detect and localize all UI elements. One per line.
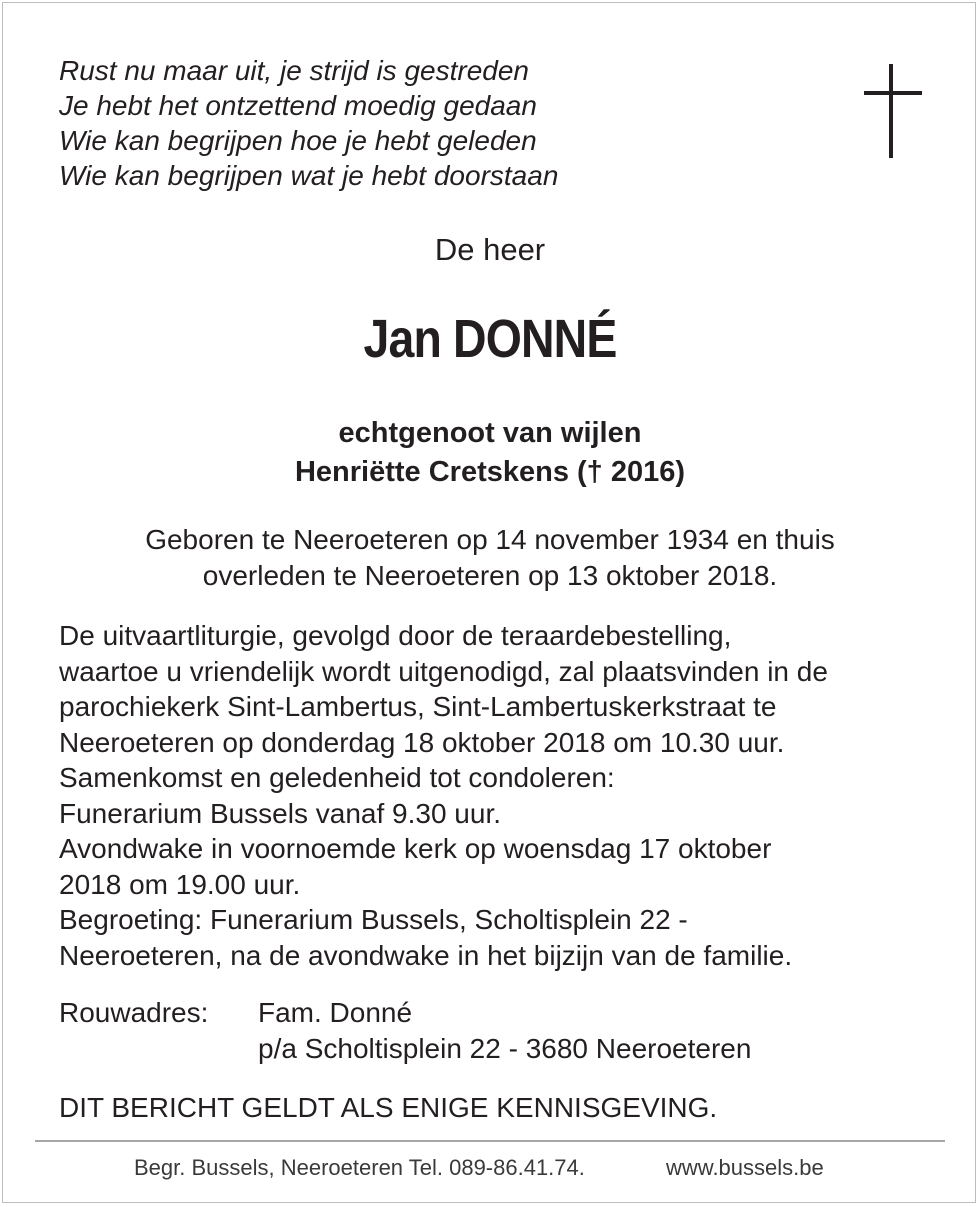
poem-line: Je hebt het ontzettend moedig gedaan (59, 90, 537, 121)
footer-divider (35, 1140, 945, 1142)
address-line: p/a Scholtisplein 22 - 3680 Neeroeteren (258, 1033, 752, 1064)
poem-line: Wie kan begrijpen hoe je hebt geleden (59, 125, 537, 156)
birth-death-info (0, 522, 980, 594)
details-line: De uitvaartliturgie, gevolgd door de teraardebestelling, (59, 620, 732, 651)
funeral-details (59, 618, 828, 973)
address-label: Rouwadres: (59, 997, 209, 1028)
details-line: Neeroeteren op donderdag 18 oktober 2018 om 10.30 uur. (59, 726, 785, 758)
cross-icon (864, 64, 922, 158)
birth-death-line: overleden te Neeroeteren op 13 oktober 2018. (202, 560, 778, 591)
salutation: De heer (434, 232, 546, 267)
details-line: parochiekerk Sint-Lambertus, Sint-Lambertuskerkstraat te (59, 691, 777, 722)
birth-death-line: Geboren te Neeroeteren op 14 november 1934 en thuis (145, 524, 835, 555)
poem-line: Rust nu maar uit, je strijd is gestreden (59, 55, 529, 86)
spouse-line: Henriëtte Cretskens († 2016) (294, 456, 686, 488)
details-line: waartoe u vriendelijk wordt uitgenodigd, zal plaatsvinden in de (59, 655, 828, 687)
details-line: Begroeting: Funerarium Bussels, Scholtisplein 22 - (59, 904, 688, 935)
details-line: Funerarium Bussels vanaf 9.30 uur. (59, 797, 502, 829)
details-line: Samenkomst en geledenheid tot condoleren: (59, 762, 615, 793)
address-lines (258, 995, 751, 1067)
address-line: Fam. Donné (258, 997, 413, 1028)
poem-line: Wie kan begrijpen wat je hebt doorstaan (59, 160, 559, 191)
details-line: 2018 om 19.00 uur. (59, 868, 301, 900)
footer-company: Begr. Bussels, Neeroeteren Tel. 089-86.41.74. (134, 1155, 585, 1180)
poem (59, 53, 558, 193)
details-line: Neeroeteren, na de avondwake in het bijzijn van de familie. (59, 939, 793, 971)
deceased-name: Jan DONNÉ (363, 309, 617, 369)
details-line: Avondwake in voornoemde kerk op woensdag 17 oktober (59, 833, 772, 864)
footer-website-link[interactable]: www.bussels.be (666, 1155, 824, 1180)
spouse-line: echtgenoot van wijlen (338, 417, 642, 449)
spouse-info (0, 414, 980, 492)
notice-statement: DIT BERICHT GELDT ALS ENIGE KENNISGEVING. (59, 1092, 718, 1123)
